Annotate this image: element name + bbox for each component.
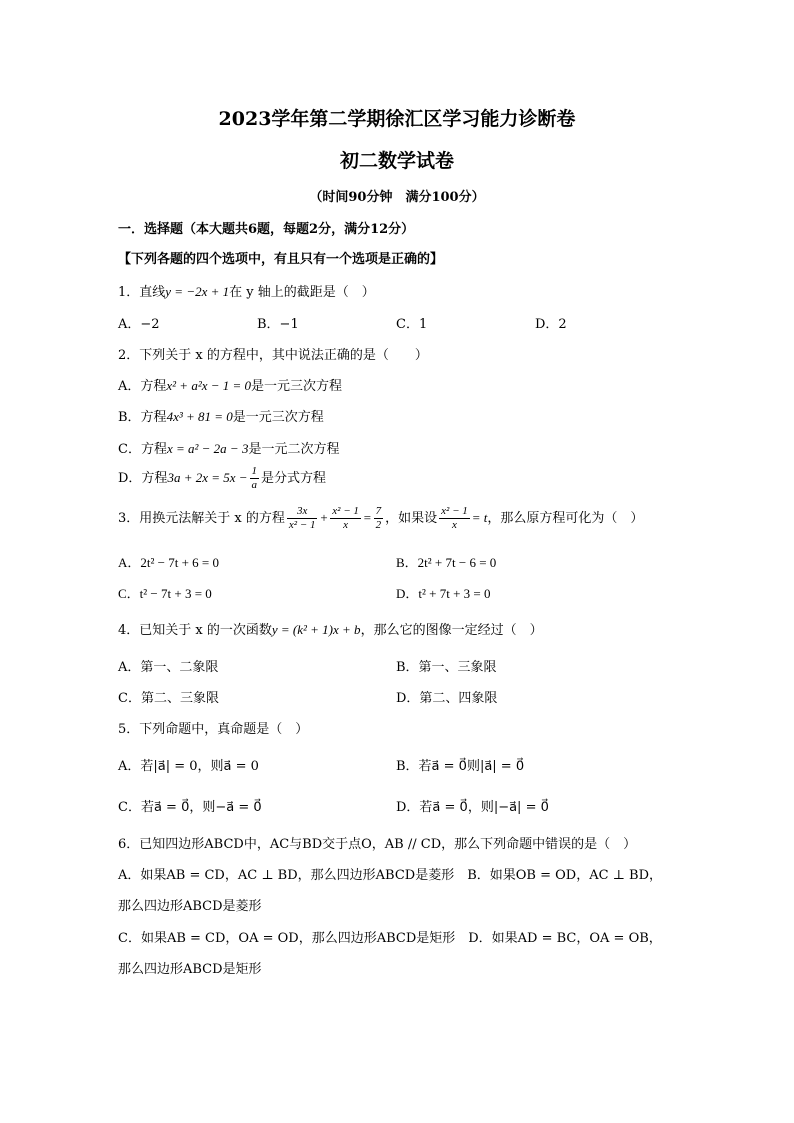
q3-fraction-3 <box>374 505 384 532</box>
q3-f4-den: x <box>452 519 457 531</box>
q2c-pre: C．方程 <box>118 442 167 457</box>
question-3-stem <box>118 505 643 532</box>
q2c-expr: x = a² − 2a − 3 <box>166 441 249 456</box>
q3-plus: + <box>319 510 329 525</box>
q5-option-b: B．若a⃗ = 0⃗则|a⃗| = 0⃗ <box>396 759 525 774</box>
q2d-frac-den: a <box>251 479 258 491</box>
question-2-stem: 2．下列关于 x 的方程中，其中说法正确的是（ ） <box>118 348 428 363</box>
q1-option-c: C．1 <box>396 317 428 332</box>
q3-f3-num: 7 <box>375 505 382 517</box>
question-6-stem: 6．已知四边形ABCD中，AC与BD交于点O，AB // CD，那么下列命题中错误的是（ ） <box>118 837 637 852</box>
q3-option-b: B．2t² + 7t − 6 = 0 <box>396 555 497 570</box>
q3-t: = t <box>471 510 488 525</box>
q6-options-ab-cont: 那么四边形ABCD是菱形 <box>118 899 262 914</box>
q1-text-pre: 1．直线 <box>118 285 166 300</box>
q3-option-d: D．t² + 7t + 3 = 0 <box>396 586 491 601</box>
q1-text-post: 在 y 轴上的截距是（ ） <box>229 285 375 300</box>
q4-option-c: C．第二、三象限 <box>118 691 219 706</box>
q3-f2-den: x <box>343 519 349 531</box>
q3-option-a: A．2t² − 7t + 6 = 0 <box>118 555 220 570</box>
q3-option-c: C．t² − 7t + 3 = 0 <box>118 586 212 601</box>
q3-fraction-1 <box>287 505 318 532</box>
q4-option-b: B．第一、三象限 <box>396 660 497 675</box>
q1-expression: y = −2x + 1 <box>165 284 230 299</box>
question-1-stem <box>118 281 375 300</box>
q4-post: ，那么它的图像一定经过（ ） <box>360 623 543 638</box>
section-instruction: 【下列各题的四个选项中，有且只有一个选项是正确的】 <box>118 252 444 267</box>
q4-option-d: D．第二、四象限 <box>396 691 498 706</box>
q2d-fraction <box>250 465 260 492</box>
q6-options-cd: C．如果AB = CD，OA = OD，那么四边形ABCD是矩形 D．如果AD = BC，OA = OB， <box>118 931 662 946</box>
section-title: 一．选择题（本大题共6题，每题2分，满分12分） <box>118 222 415 237</box>
q3-fraction-2 <box>330 505 361 532</box>
q6-options-ab: A．如果AB = CD，AC ⊥ BD，那么四边形ABCD是菱形 B．如果OB = OD，AC ⊥ BD， <box>118 868 663 883</box>
q4-pre: 4．已知关于 x 的一次函数 <box>118 623 272 638</box>
exam-subtitle: 初二数学试卷 <box>339 150 454 172</box>
q2d-pre: D．方程 <box>118 471 168 486</box>
q3-fraction-4 <box>439 505 470 532</box>
q1-option-b: B．−1 <box>257 317 299 332</box>
q2b-expr: 4x³ + 81 = 0 <box>166 409 233 424</box>
q1-option-d: D．2 <box>535 317 567 332</box>
q4-option-a: A．第一、二象限 <box>118 660 219 675</box>
q6-options-cd-cont: 那么四边形ABCD是矩形 <box>118 962 262 977</box>
exam-title: 2023学年第二学期徐汇区学习能力诊断卷 <box>218 108 576 130</box>
q3-mid: ，如果设 <box>385 511 438 526</box>
q2c-post: 是一元二次方程 <box>248 442 340 457</box>
q3-f3-den: 2 <box>375 519 382 531</box>
q3-pre: 3．用换元法解关于 x 的方程 <box>118 511 285 526</box>
question-4-stem <box>118 619 543 638</box>
q2b-pre: B．方程 <box>118 410 167 425</box>
q3-equals: = <box>362 510 372 525</box>
q2-option-a <box>118 375 342 394</box>
q3-f4-num: x² − 1 <box>441 505 468 517</box>
q5-option-a: A．若|a⃗| = 0，则a⃗ = 0 <box>118 759 259 774</box>
q3-f2-num: x² − 1 <box>332 505 359 517</box>
q2-option-b <box>118 406 324 425</box>
q2-option-d <box>118 465 326 492</box>
q2d-expr: 3a + 2x = 5x − <box>167 470 248 485</box>
q2a-pre: A．方程 <box>118 379 167 394</box>
q2a-post: 是一元三次方程 <box>251 379 343 394</box>
question-5-stem: 5．下列命题中，真命题是（ ） <box>118 722 309 737</box>
q2-option-c <box>118 438 339 457</box>
q3-post: ，那么原方程可化为（ ） <box>487 511 644 526</box>
q2d-frac-num: 1 <box>251 465 258 477</box>
q4-expr: y = (k² + 1)x + b <box>271 622 361 637</box>
q2d-post: 是分式方程 <box>261 471 327 486</box>
q5-option-c: C．若a⃗ = 0⃗，则−a⃗ = 0⃗ <box>118 800 262 815</box>
q2b-post: 是一元三次方程 <box>232 410 324 425</box>
q3-f1-den: x² − 1 <box>288 519 316 531</box>
q5-option-d: D．若a⃗ = 0⃗，则|−a⃗| = 0⃗ <box>396 800 549 815</box>
q3-f1-num: 3x <box>287 505 318 519</box>
q1-option-a: A．−2 <box>118 317 160 332</box>
time-info: （时间90分钟 满分100分） <box>309 190 485 205</box>
q2a-expr: x² + a²x − 1 = 0 <box>166 378 252 393</box>
